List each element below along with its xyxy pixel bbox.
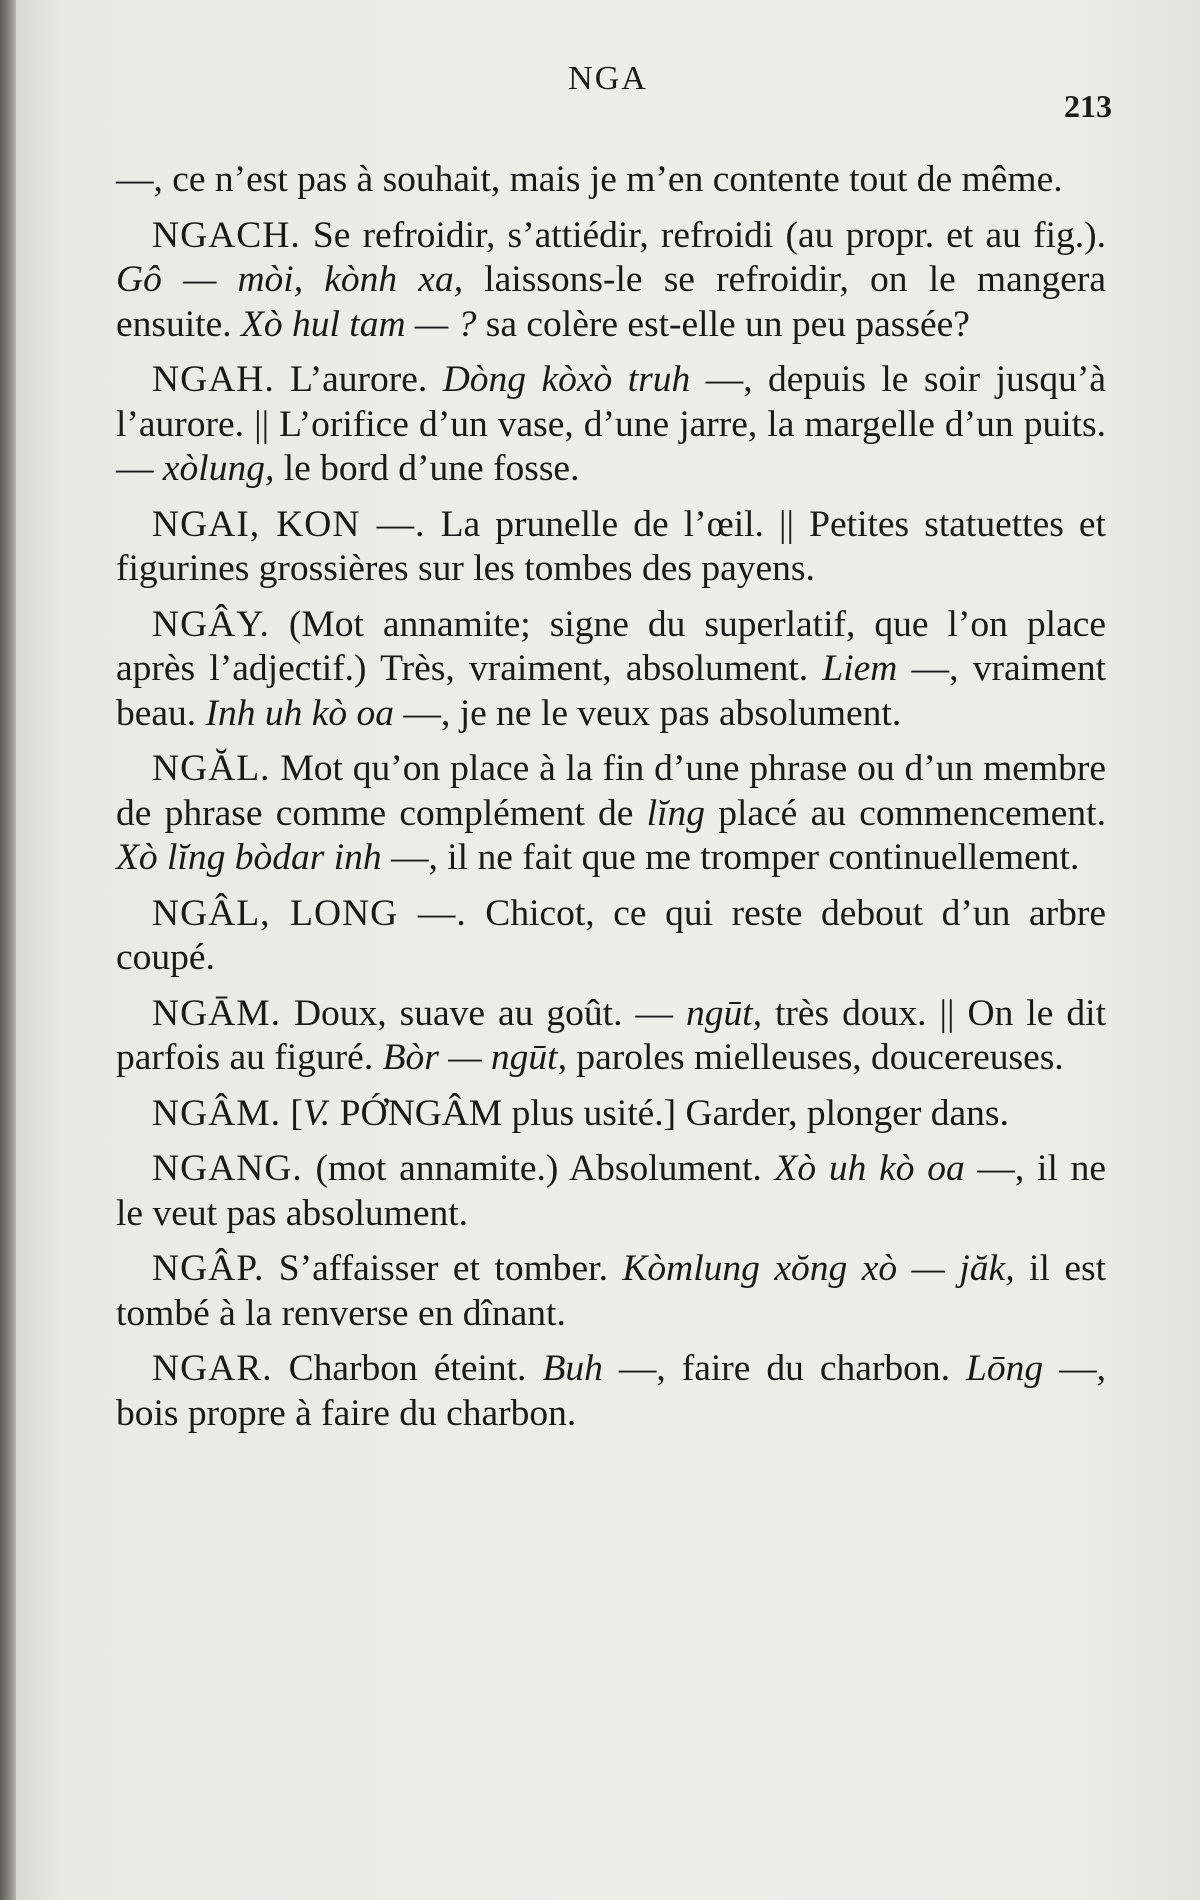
dictionary-entry [116,1247,1106,1336]
definition-text: Charbon éteint. [272,1348,543,1389]
running-head: NGA [568,60,648,97]
definition-text: (Mot annamite; signe du superlatif, que l’on place après l’adjectif.) Très, vraiment, absolument. [116,603,1106,689]
definition-text: le bord d’une fosse. [274,448,580,489]
definition-text: —, depuis le soir jusqu’à l’aurore. || L’orifice d’un vase, d’une jarre, la margelle d’un puits. — [116,359,1106,489]
definition-text: (mot annamite.) Absolument. [302,1148,775,1189]
headword: NGÂL, LONG —. [152,892,467,934]
headword: NGAH. [152,359,275,400]
definition-text: L’aurore. [274,359,443,400]
bahnar-example: ngūt, [685,992,763,1034]
dictionary-entry [116,503,1106,592]
dictionary-entry [116,747,1106,881]
headword: NGÂM. [152,1092,281,1134]
bahnar-example: Lōng [966,1348,1044,1389]
dictionary-entry [116,1147,1106,1236]
definition-text: très doux. || On le dit parfois au figuré. [116,992,1107,1078]
dictionary-entry [116,992,1106,1081]
definition-text: —, vraiment beau. [116,648,1106,734]
headword: NGÂP. [152,1248,265,1289]
bahnar-example: Buh [542,1348,603,1389]
definition-text: Mot qu’on place à la fin d’une phrase ou d’un membre de phrase comme complément de [116,748,1106,834]
definition-text: Chicot, ce qui reste debout d’un arbre coupé. [116,892,1106,978]
definition-text: —, bois propre à faire du charbon. [116,1348,1107,1434]
headword: NGĂL. [152,748,271,789]
bahnar-example: Kòmlung xŏng xò — jăk, [622,1248,1015,1289]
definition-text: Se refroidir, s’attiédir, refroidi (au propr. et au fig.). [300,214,1106,256]
headword: NGÂY. [152,603,270,645]
definition-text: [ [280,1092,303,1134]
dictionary-entry [116,1092,1106,1137]
definition-text: placé au commencement. [704,792,1106,834]
definition-text: —, il ne fait que me tromper continuellement. [381,837,1080,878]
page-number: 213 [1064,88,1112,124]
definition-text: S’affaisser et tomber. [264,1248,623,1289]
dictionary-entry [116,892,1106,981]
bahnar-example: V. [302,1092,331,1134]
dictionary-entry [116,603,1106,737]
definition-text: La prunelle de l’œil. || Petites statuettes et figurines grossières sur les tombes des payens. [116,503,1106,589]
definition-text: il est tombé à la renverse en dînant. [116,1248,1107,1334]
definition-text: laissons-le se refroidir, on le mangera ensuite. [116,259,1106,345]
bahnar-example: Gô — mòi, kònh xa, [116,259,464,300]
bahnar-example: Xò uh kò oa [774,1148,965,1189]
dictionary-entry [116,358,1106,492]
definition-text: paroles mielleuses, doucereuses. [566,1037,1064,1078]
headword: NGAI, KON —. [152,503,426,545]
dictionary-entry [116,214,1106,348]
definition-text: —, je ne le veux pas absolument. [394,692,902,734]
headword: NGACH. [152,214,301,256]
bahnar-example: Xò lĭng bòdar inh [116,837,382,878]
headword: NGAR. [152,1348,273,1389]
definition-text: —, faire du charbon. [602,1348,967,1389]
bahnar-example: Dòng kòxò truh [442,359,691,400]
definition-text: Doux, suave au goût. — [280,992,686,1034]
definition-text: —, ce n’est pas à souhait, mais je m’en contente tout de même. [116,159,1063,200]
definition-text: —, il ne le veut pas absolument. [116,1148,1106,1234]
book-spine-shadow [0,0,16,1900]
bahnar-example: Liem [822,648,898,689]
headword: NGĀM. [152,992,281,1034]
bahnar-example: Xò hul tam — ? [240,303,477,345]
dictionary-entry [116,1347,1106,1436]
dictionary-entries [116,158,1106,1447]
dictionary-page [16,0,1200,1900]
entry-continuation [116,158,1106,203]
definition-text: PỚNGÂM plus usité.] Garder, plonger dans. [330,1092,1009,1134]
headword: NGANG. [152,1148,303,1189]
bahnar-example: xòlung, [162,448,275,489]
bahnar-example: Bòr — ngūt, [382,1037,567,1078]
bahnar-example: lĭng [646,792,705,834]
bahnar-example: Inh uh kò oa [205,692,395,734]
definition-text: sa colère est-elle un peu passée? [476,303,970,345]
